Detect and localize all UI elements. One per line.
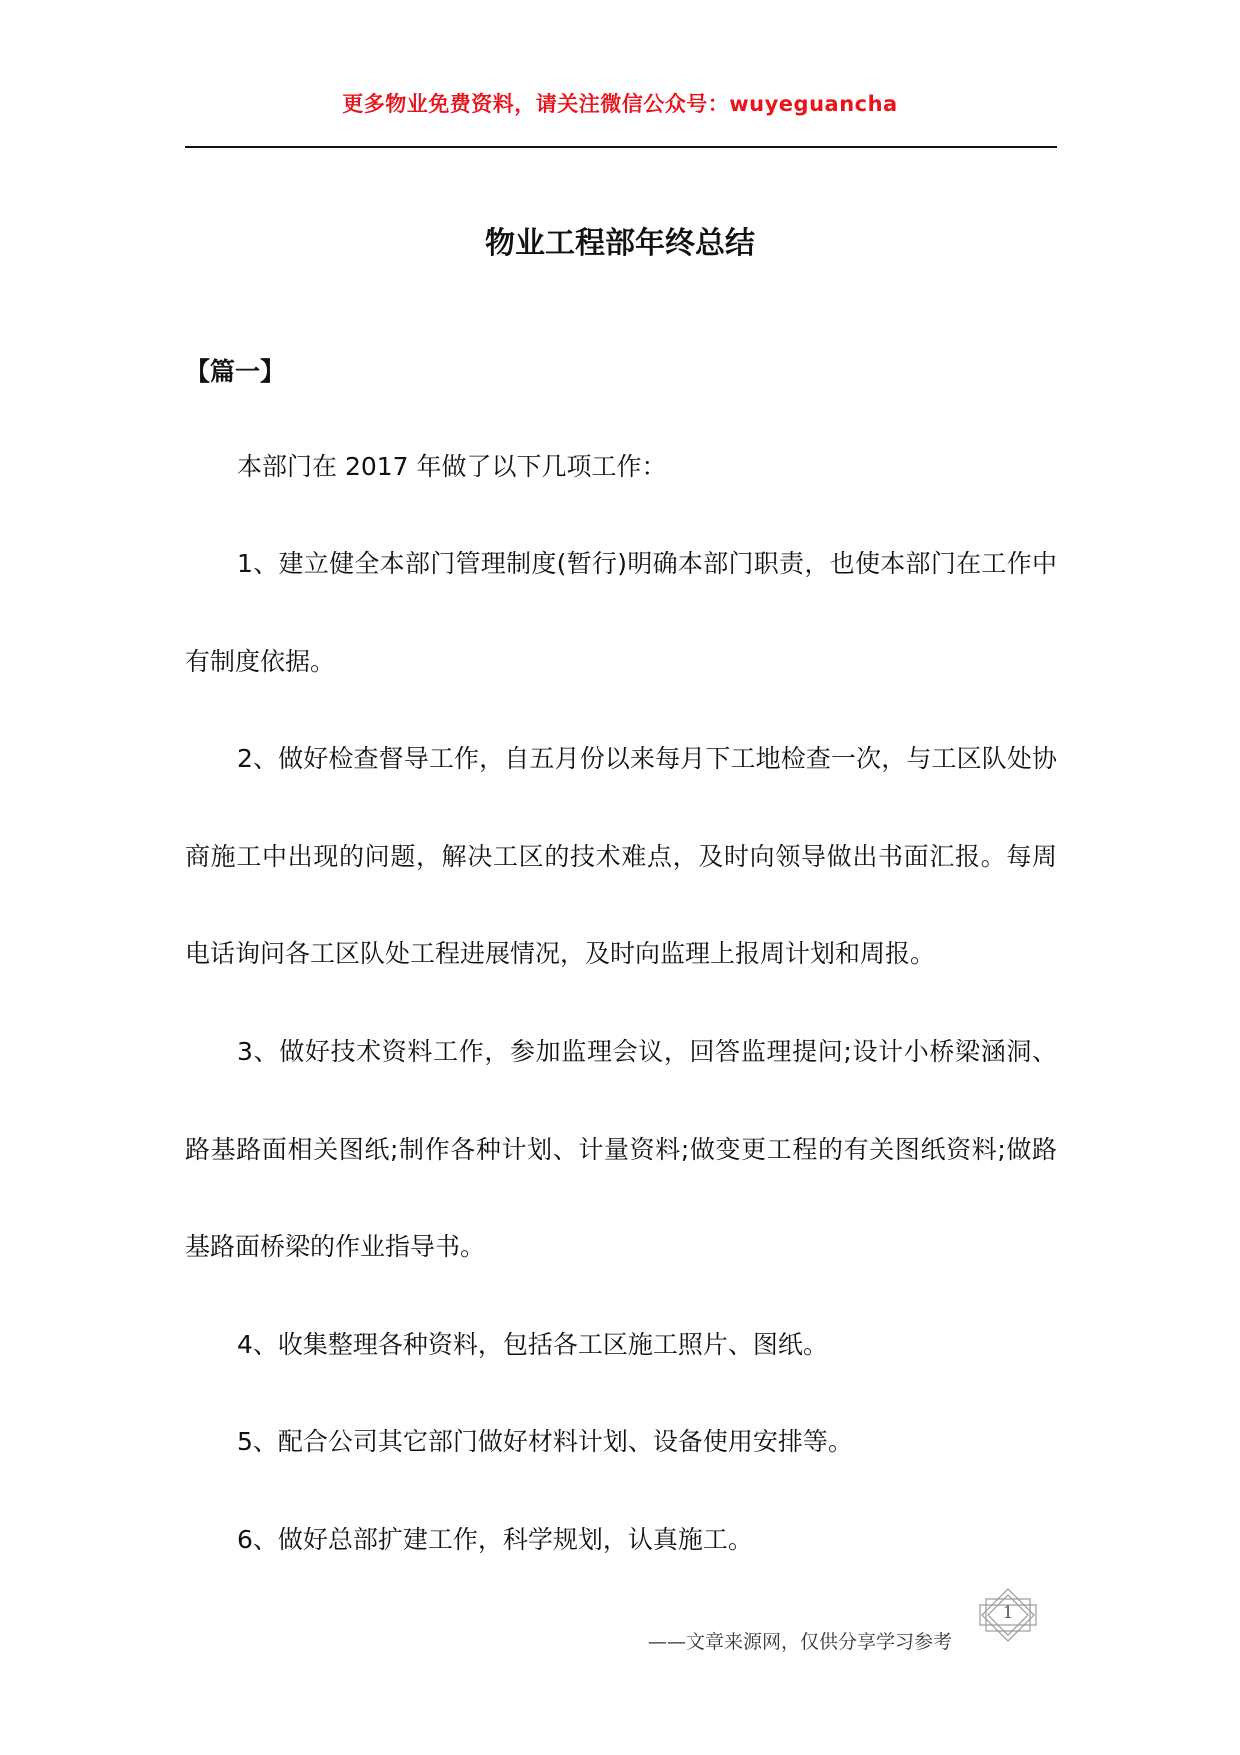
paragraph-item-4: 4、收集整理各种资料，包括各工区施工照片、图纸。	[237, 1330, 828, 1359]
paragraph-item-1: 1、建立健全本部门管理制度(暂行)明确本部门职责，也使本部门在工作中有制度依据。	[185, 549, 1057, 676]
paragraph-intro: 本部门在 2017 年做了以下几项工作：	[237, 452, 667, 481]
section-heading: 【篇一】	[185, 357, 286, 386]
paragraph-item-5: 5、配合公司其它部门做好材料计划、设备使用安排等。	[237, 1427, 853, 1456]
document-title: 物业工程部年终总结	[485, 226, 755, 261]
paragraph-item-3: 3、做好技术资料工作，参加监理会议，回答监理提问;设计小桥梁涵洞、路基路面相关图纸;制作各种计划、计量资料;做变更工程的有关图纸资料;做路基路面桥梁的作业指导书。	[185, 1037, 1057, 1262]
page-number: 1	[1002, 1603, 1014, 1623]
header-promo-text: 更多物业免费资料，请关注微信公众号：wuyeguancha	[342, 92, 898, 116]
footer-source-note: ——文章来源网，仅供分享学习参考	[648, 1631, 953, 1653]
page-number-badge	[976, 1587, 1040, 1643]
paragraph-item-6: 6、做好总部扩建工作，科学规划，认真施工。	[237, 1525, 753, 1554]
header-divider	[185, 146, 1057, 148]
paragraph-item-2: 2、做好检查督导工作，自五月份以来每月下工地检查一次，与工区队处协商施工中出现的问题，解决工区的技术难点，及时向领导做出书面汇报。每周电话询问各工区队处工程进展情况，及时向监理上报周计划和周报。	[185, 744, 1057, 969]
